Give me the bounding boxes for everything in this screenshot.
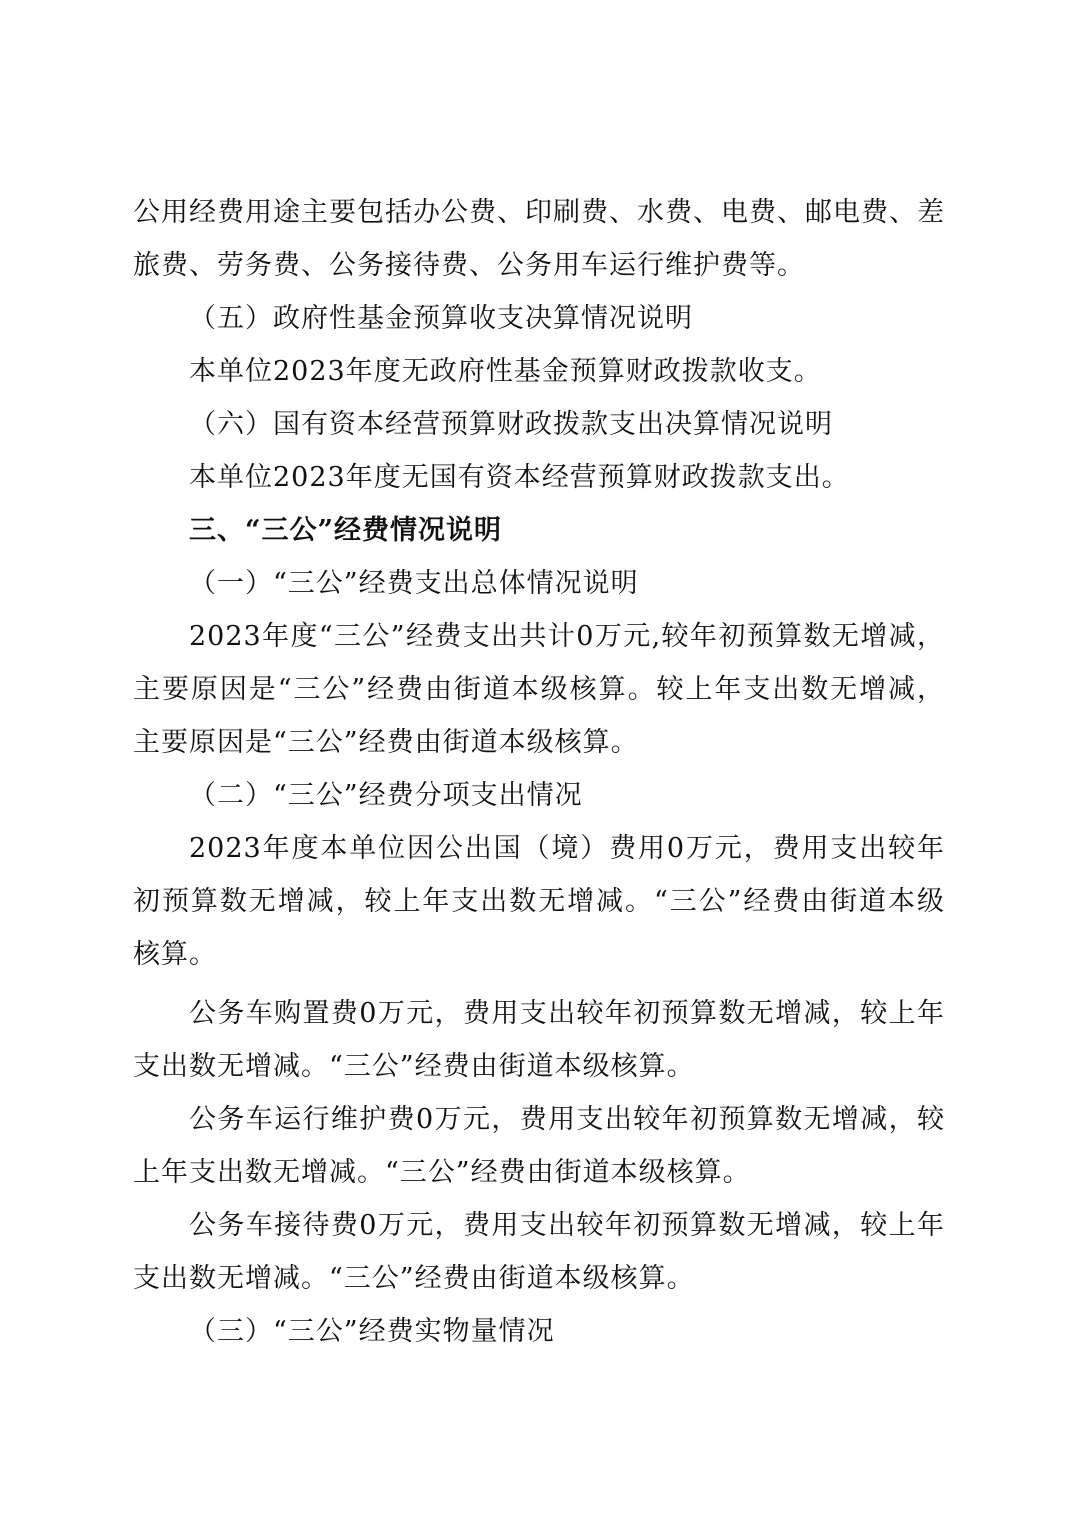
paragraph-reception-expenses: 公务车接待费0万元，费用支出较年初预算数无增减，较上年支出数无增减。“三公”经费由街道本级核算。 [133,1210,945,1294]
heading-state-capital-budget: （六）国有资本经营预算财政拨款支出决算情况说明 [189,409,833,440]
heading-itemized-expenses: （二）“三公”经费分项支出情况 [189,780,583,811]
heading-three-public-expenses: 三、“三公”经费情况说明 [189,515,503,546]
heading-overall-expenses: （一）“三公”经费支出总体情况说明 [189,568,639,599]
paragraph-vehicle-purchase: 公务车购置费0万元，费用支出较年初预算数无增减，较上年支出数无增减。“三公”经费由街道本级核算。 [133,998,945,1082]
document-body [133,186,945,1358]
paragraph-overseas-travel: 2023年度本单位因公出国（境）费用0万元，费用支出较年初预算数无增减，较上年支出数无增减。“三公”经费由街道本级核算。 [133,833,945,970]
heading-government-fund-budget: （五）政府性基金预算收支决算情况说明 [189,303,693,334]
heading-physical-quantity: （三）“三公”经费实物量情况 [189,1316,555,1347]
paragraph-overall-expenses: 2023年度“三公”经费支出共计0万元,较年初预算数无增减，主要原因是“三公”经费由街道本级核算。较上年支出数无增减，主要原因是“三公”经费由街道本级核算。 [133,621,945,758]
paragraph-government-fund-statement: 本单位2023年度无政府性基金预算财政拨款收支。 [189,356,822,387]
paragraph-public-expenses-usage: 公用经费用途主要包括办公费、印刷费、水费、电费、邮电费、差旅费、劳务费、公务接待费、公务用车运行维护费等。 [133,197,945,281]
paragraph-vehicle-maintenance: 公务车运行维护费0万元，费用支出较年初预算数无增减，较上年支出数无增减。“三公”经费由街道本级核算。 [133,1104,945,1188]
paragraph-state-capital-statement: 本单位2023年度无国有资本经营预算财政拨款支出。 [189,462,850,493]
